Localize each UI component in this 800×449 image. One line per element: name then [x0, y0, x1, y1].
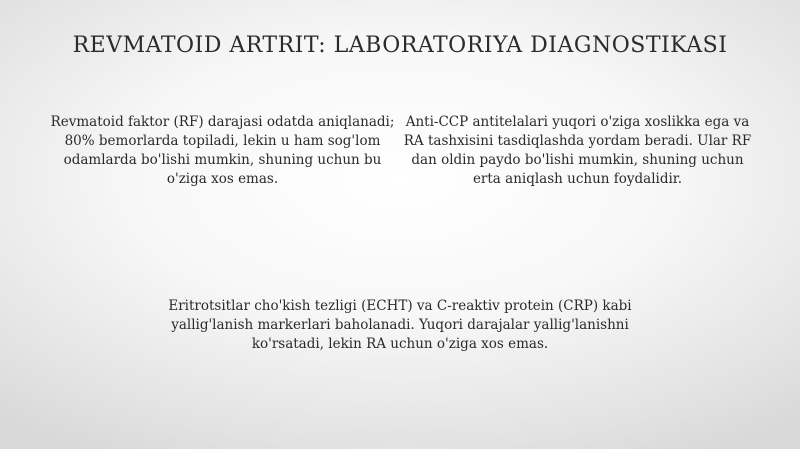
slide-title: REVMATOID ARTRIT: LABORATORIYA DIAGNOSTIKASI	[72, 33, 728, 58]
paragraph-anti-ccp: Anti-CCP antitelalari yuqori o'ziga xoslikka ega va RA tashxisini tasdiqlashda yordam beradi. Ular RF dan oldin paydo bo'lishi mumkin, shuning uchun erta aniqlash uchun foydalidir.	[403, 114, 752, 187]
paragraph-inflammation-markers: Eritrotsitlar cho'kish tezligi (ECHT) va C-reaktiv protein (CRP) kabi yallig'lanish markerlari baholanadi. Yuqori darajalar yallig'lanishni ko'rsatadi, lekin RA uchun o'ziga xos emas.	[168, 298, 632, 352]
paragraph-rf: Revmatoid faktor (RF) darajasi odatda aniqlanadi; 80% bemorlarda topiladi, lekin u ham sog'lom odamlarda bo'lishi mumkin, shuning uchun bu o'ziga xos emas.	[50, 114, 395, 187]
